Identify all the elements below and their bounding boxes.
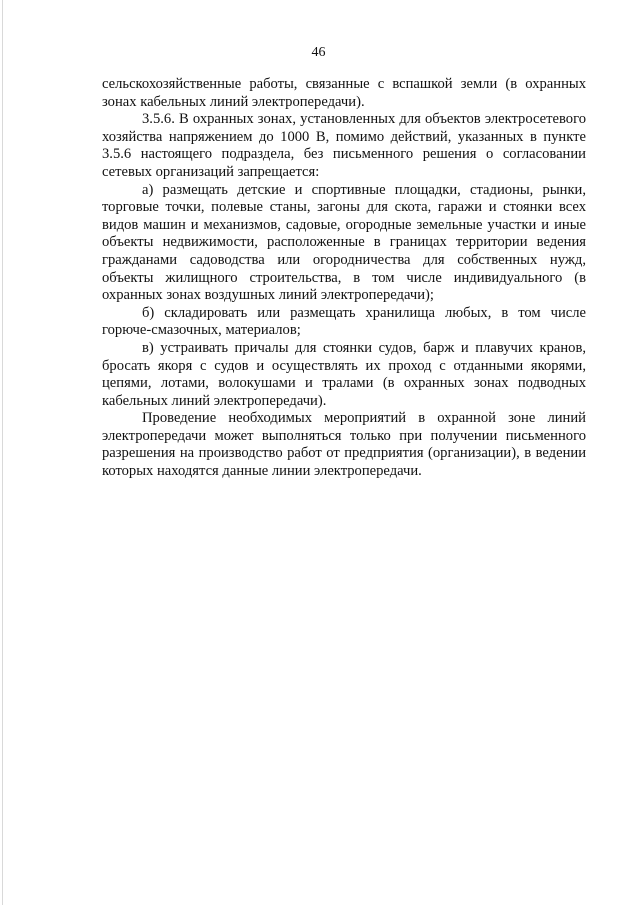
document-body: [102, 76, 586, 481]
paragraph-continuation: сельскохозяйственные работы, связанные с вспашкой земли (в охранных зонах кабельных линий электропередачи).: [102, 76, 586, 110]
paragraph-item-v: в) устраивать причалы для стоянки судов, барж и плавучих кранов, бросать якоря с судов и осуществлять их проход с отданными якорями, цепями, лотами, волокушами и тралами (в охранных зонах подводных кабельных линий электропередачи).: [102, 339, 586, 409]
scan-edge-line: [2, 0, 3, 905]
page-number: 46: [311, 45, 326, 60]
paragraph-item-b: б) складировать или размещать хранилища любых, в том числе горюче-смазочных, материалов;: [102, 304, 586, 339]
paragraph-item-a: а) размещать детские и спортивные площадки, стадионы, рынки, торговые точки, полевые станы, загоны для скота, гаражи и стоянки всех видов машин и механизмов, садовые, огородные земельные участки и иные объекты недвижимости, расположенные в границах территории ведения гражданами садоводства или огородничества для собственных нужд, объекты жилищного строительства, в том числе индивидуального (в охранных зонах воздушных линий электропередачи);: [102, 181, 586, 304]
paragraph-clause-3-5-6: 3.5.6. В охранных зонах, установленных для объектов электросетевого хозяйства напряжением до 1000 В, помимо действий, указанных в пункте 3.5.6 настоящего подраздела, без письменного решения о согласовании сетевых организаций запрещается:: [102, 111, 586, 180]
paragraph-conclusion: Проведение необходимых мероприятий в охранной зоне линий электропередачи может выполняться только при получении письменного разрешения на производство работ от предприятия (организации), в ведении которых находятся данные линии электропередачи.: [102, 410, 586, 480]
